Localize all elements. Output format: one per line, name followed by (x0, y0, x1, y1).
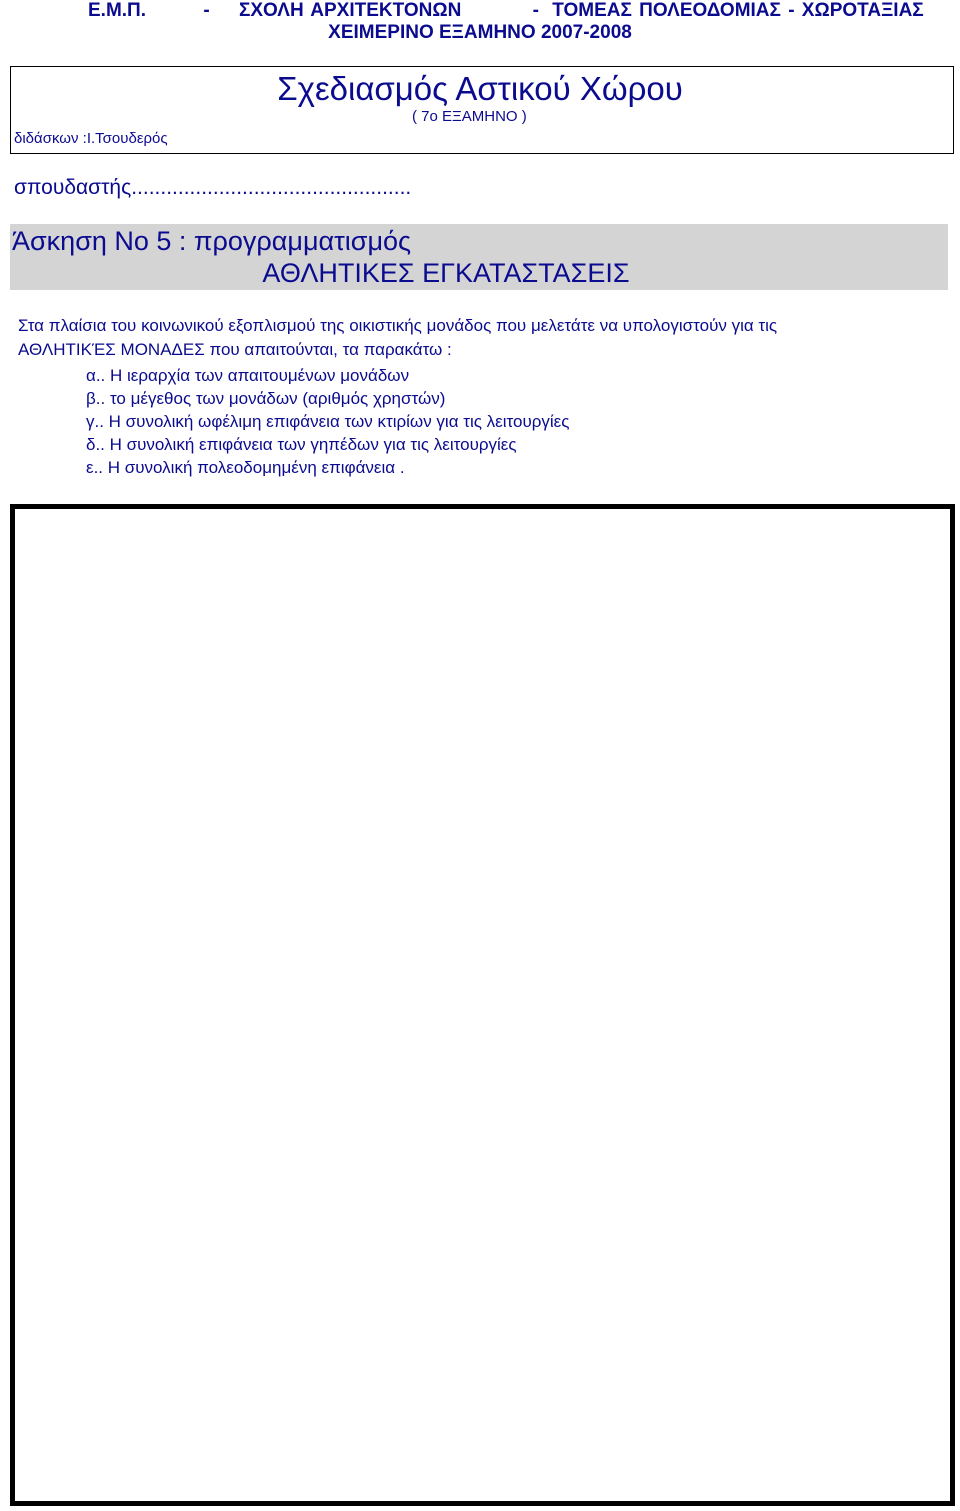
header-separator: - (532, 0, 539, 21)
header-separator: - (203, 0, 210, 21)
list-item: γ.. Η συνολική ωφέλιμη επιφάνεια των κτιρίων για τις λειτουργίες (86, 412, 570, 431)
teachers-label: διδάσκων :Ι.Τσουδερός (14, 130, 168, 147)
answer-frame (10, 504, 955, 1506)
student-field: σπουδαστής................................................ (14, 176, 412, 199)
faculty-name: ΣΧΟΛΗ ΑΡΧΙΤΕΚΤΟΝΩΝ (238, 0, 462, 21)
list-item: β.. το μέγεθος των μονάδων (αριθμός χρηστών) (86, 389, 446, 408)
school-name: Ε.Μ.Π. (88, 0, 147, 21)
department-name: ΤΟΜΕΑΣ ΠΟΛΕΟΔΟΜΙΑΣ - ΧΩΡΟΤΑΞΙΑΣ (552, 0, 924, 21)
instructions-line: ΑΘΛΗΤΙΚΈΣ ΜΟΝΑΔΕΣ που απαιτούνται, τα παρακάτω : (18, 340, 452, 359)
course-title: Σχεδιασμός Αστικού Χώρου (277, 70, 683, 107)
semester-label: ( 7ο ΕΞΑΜΗΝΟ ) (412, 108, 527, 125)
instructions-line: Στα πλαίσια του κοινωνικού εξοπλισμού της οικιστικής μονάδος που μελετάτε να υπολογιστούν για τις (18, 316, 778, 335)
list-item: ε.. Η συνολική πολεοδομημένη επιφάνεια . (86, 458, 405, 477)
exercise-subtitle: ΑΘΛΗΤΙΚΕΣ ΕΓΚΑΤΑΣΤΑΣΕΙΣ (262, 258, 630, 288)
institution-header (88, 0, 924, 22)
term-label: ΧΕΙΜΕΡΙΝΟ ΕΞΑΜΗΝΟ 2007-2008 (328, 22, 632, 43)
list-item: α.. Η ιεραρχία των απαιτουμένων μονάδων (86, 366, 410, 385)
list-item: δ.. Η συνολική επιφάνεια των γηπέδων για τις λειτουργίες (86, 435, 517, 454)
exercise-title: Άσκηση Νο 5 : προγραμματισμός (12, 226, 412, 256)
